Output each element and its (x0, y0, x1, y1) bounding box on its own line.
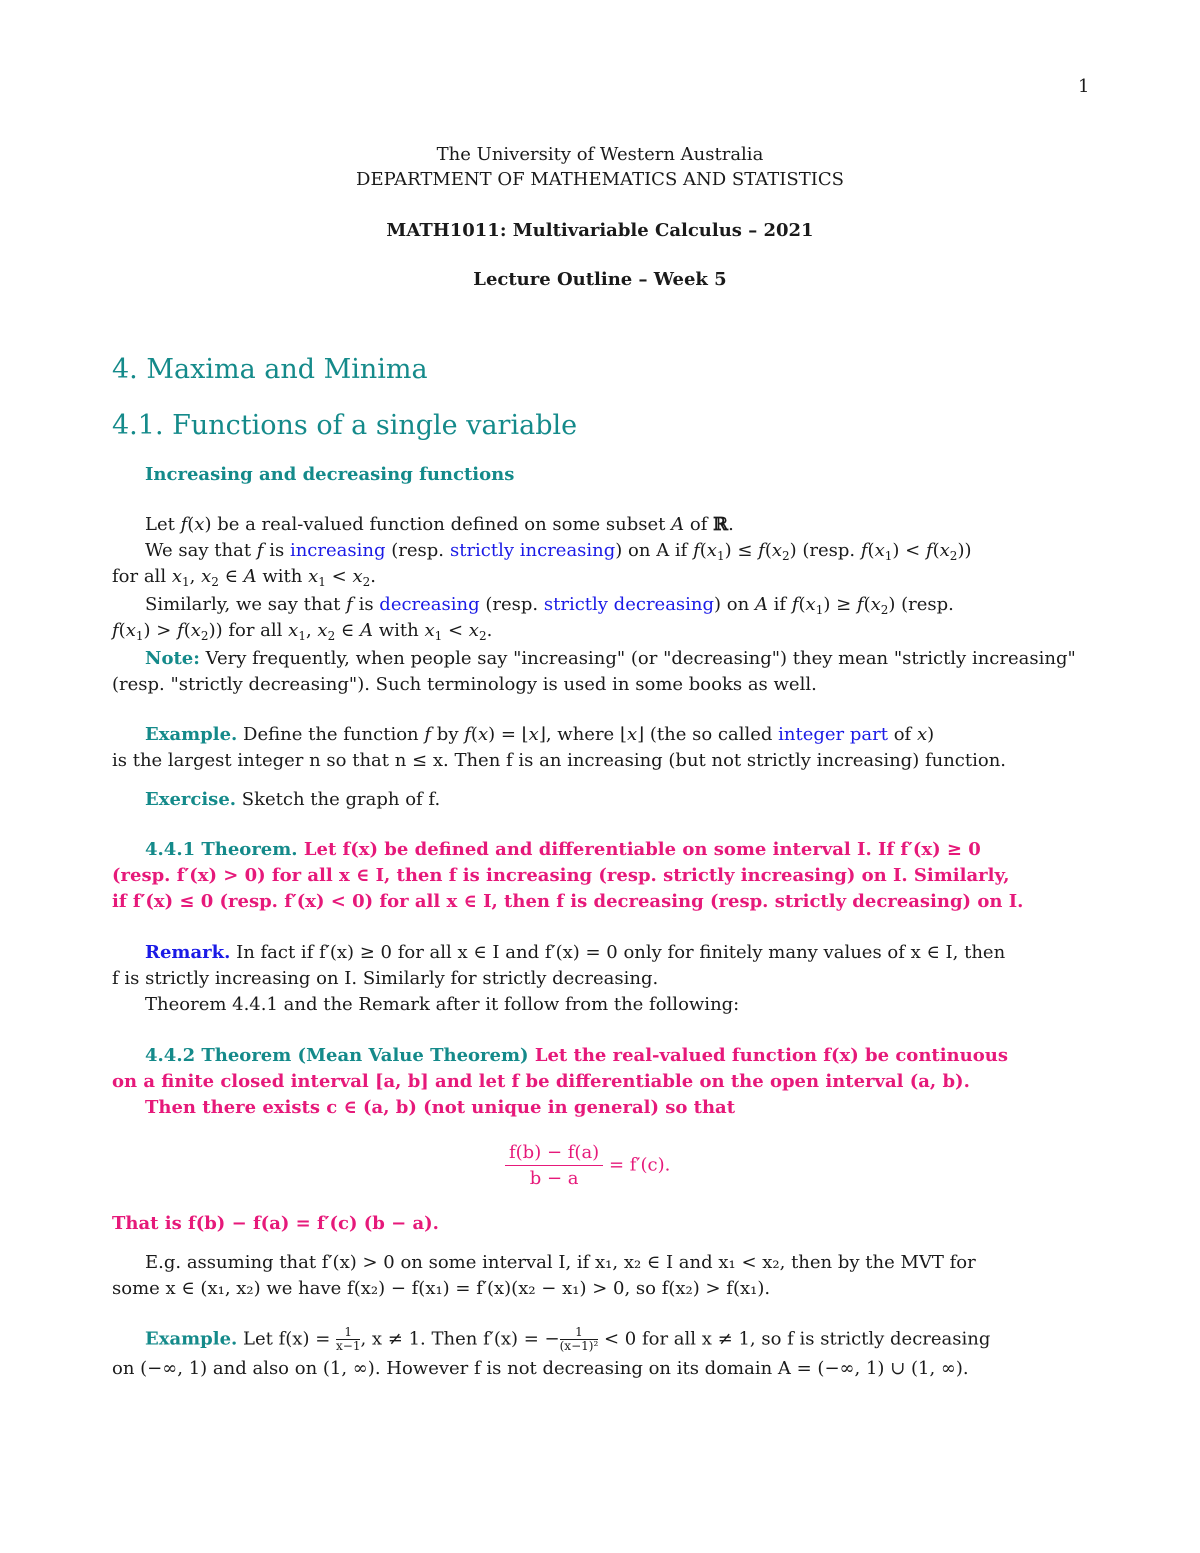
section-4-heading (112, 354, 428, 385)
note-text: Very frequently, when people say "increasing" (or "decreasing") they mean "strictly increasing" (205, 648, 1076, 669)
term-decreasing: decreasing (379, 594, 480, 615)
term-increasing: increasing (289, 540, 386, 561)
exercise-label: Exercise. (145, 789, 237, 810)
theorem-441-line-1 (145, 839, 981, 860)
note-line-1 (145, 648, 1076, 669)
lecture-outline-title: Lecture Outline – Week 5 (473, 269, 727, 290)
note-label: Note: (145, 648, 200, 669)
eg-line-1: E.g. assuming that f′(x) > 0 on some interval I, if x₁, x₂ ∈ I and x₁ < x₂, then by the MVT for (145, 1252, 976, 1273)
mvt-line-3: Then there exists c ∈ (a, b) (not unique in general) so that (145, 1097, 736, 1118)
page-number: 1 (1078, 76, 1090, 97)
ex2-b: , x ≠ 1. Then f′(x) = − (360, 1328, 560, 1350)
example-1-line-2: is the largest integer n so that n ≤ x. Then f is an increasing (but not strictly increasing) function. (112, 750, 1007, 771)
is-text: is (269, 540, 285, 561)
mvt-equation (505, 1142, 670, 1189)
note-line-2: (resp. "strictly decreasing"). Such terminology is used in some books as well. (112, 674, 817, 695)
ex2-a: Let f(x) = (243, 1328, 331, 1350)
with-text: with (262, 566, 303, 587)
mvt-rhs: = f′(c). (608, 1154, 671, 1176)
mvt-fraction (505, 1142, 603, 1189)
exercise-text: Sketch the graph of f. (241, 789, 441, 810)
let-text: Let (145, 514, 175, 535)
ex2-f2-den: (x−1)² (559, 1339, 599, 1353)
mvt-line-1 (145, 1045, 1008, 1066)
theorem-441-line-3: if f′(x) ≤ 0 (resp. f′(x) < 0) for all x ∈ I, then f is decreasing (resp. strictly decreasing) on I. (112, 891, 1024, 912)
on-a-if-text: ) on A if (615, 540, 688, 561)
theorem-follow-line: Theorem 4.4.1 and the Remark after it follow from the following: (145, 994, 740, 1015)
university-name: The University of Western Australia (436, 144, 764, 165)
definition-line-2: We say that f is increasing (resp. strictly increasing) on A if $f(x_1) \le f(x_2)$ (resp. $f(x_1) < f(x_2)$) (145, 540, 972, 563)
remark-text-1: In fact if f′(x) ≥ 0 for all x ∈ I and f′(x) = 0 only for finitely many values of x ∈ I, then (236, 942, 1006, 963)
theorem-442-label: 4.4.2 Theorem (Mean Value Theorem) (145, 1045, 529, 1066)
theorem-441-text-1: Let f(x) be defined and differentiable on some interval I. If f′(x) ≥ 0 (303, 839, 981, 860)
example-2-label: Example. (145, 1328, 238, 1350)
that-is-line: That is f(b) − f(a) = f′(c) (b − a). (112, 1213, 439, 1234)
ex2-fraction-1 (336, 1326, 360, 1353)
example-2-line-1 (145, 1326, 990, 1353)
mvt-line-2: on a finite closed interval [a, b] and let f be differentiable on the open interval (a, b). (112, 1071, 970, 1092)
theorem-441-label: 4.4.1 Theorem. (145, 839, 298, 860)
term-integer-part: integer part (778, 724, 888, 745)
ex1-a: Define the function (243, 724, 419, 745)
is-text-2: is (358, 594, 374, 615)
ex1-d: (the so called (649, 724, 773, 745)
for-all-text-2: for all (228, 620, 283, 641)
exercise-line (145, 789, 440, 810)
ex2-fraction-2 (560, 1326, 599, 1353)
mvt-denominator: b − a (529, 1168, 579, 1189)
definition-line-3: for all $x_1$, $x_2$ ∈ A with $x_1 < x_2$. (112, 566, 376, 589)
course-title: MATH1011: Multivariable Calculus – 2021 (386, 220, 814, 241)
section-41-title: Functions of a single variable (172, 410, 578, 441)
with-text-2: with (378, 620, 419, 641)
remark-label: Remark. (145, 942, 231, 963)
theorem-441-line-2: (resp. f′(x) > 0) for all x ∈ I, then f is increasing (resp. strictly increasing) on I. Similarly, (112, 865, 1010, 886)
example-2-line-2: on (−∞, 1) and also on (1, ∞). However f is not decreasing on its domain A = (−∞, 1) ∪ (1, ∞). (112, 1358, 969, 1379)
let-mid-text: be a real-valued function defined on some subset (217, 514, 666, 535)
ex1-e: of (893, 724, 912, 745)
definition-line-1: Let f(x) be a real-valued function defined on some subset A of ℝ. (145, 514, 734, 535)
term-strictly-increasing: strictly increasing (449, 540, 616, 561)
section-41-number: 4.1. (112, 410, 164, 441)
remark-line-2: f is strictly increasing on I. Similarly for strictly decreasing. (112, 968, 659, 989)
subsection-heading: Increasing and decreasing functions (145, 464, 515, 485)
section-4-number: 4. (112, 354, 138, 385)
ex1-c: , where (545, 724, 615, 745)
ex2-f2-num: 1 (560, 1326, 599, 1340)
remark-line-1 (145, 942, 1005, 963)
department-name: DEPARTMENT OF MATHEMATICS AND STATISTICS (356, 169, 844, 190)
section-41-heading (112, 410, 577, 441)
definition-line-5: $f(x_1) > f(x_2)$) for all $x_1$, $x_2$ ∈ A with $x_1 < x_2$. (112, 620, 493, 643)
for-all-text: for all (112, 566, 167, 587)
section-4-title: Maxima and Minima (146, 354, 428, 385)
similarly-text: Similarly, we say that (145, 594, 341, 615)
term-strictly-decreasing: strictly decreasing (543, 594, 715, 615)
we-say-text: We say that (145, 540, 252, 561)
mvt-numerator: f(b) − f(a) (505, 1142, 603, 1166)
ex2-f1-num: 1 (336, 1326, 360, 1340)
ex2-c: < 0 for all x ≠ 1, so f is strictly decreasing (604, 1328, 991, 1350)
mvt-text-1: Let the real-valued function f(x) be continuous (534, 1045, 1008, 1066)
eg-line-2: some x ∈ (x₁, x₂) we have f(x₂) − f(x₁) = f′(x)(x₂ − x₁) > 0, so f(x₂) > f(x₁). (112, 1278, 771, 1299)
resp-text-2: (resp. (485, 594, 539, 615)
ex1-b: by (436, 724, 459, 745)
definition-line-4: Similarly, we say that f is decreasing (resp. strictly decreasing) on A if $f(x_1) \ge f(x_2)$ (resp. (145, 594, 954, 617)
example-label: Example. (145, 724, 238, 745)
ex2-f1-den: x−1 (336, 1339, 361, 1353)
resp-text: (resp. (391, 540, 444, 561)
example-1-line-1: Example. Define the function f by f(x) = ⌊x⌋, where ⌊x⌋ (the so called integer part of x) (145, 724, 935, 745)
